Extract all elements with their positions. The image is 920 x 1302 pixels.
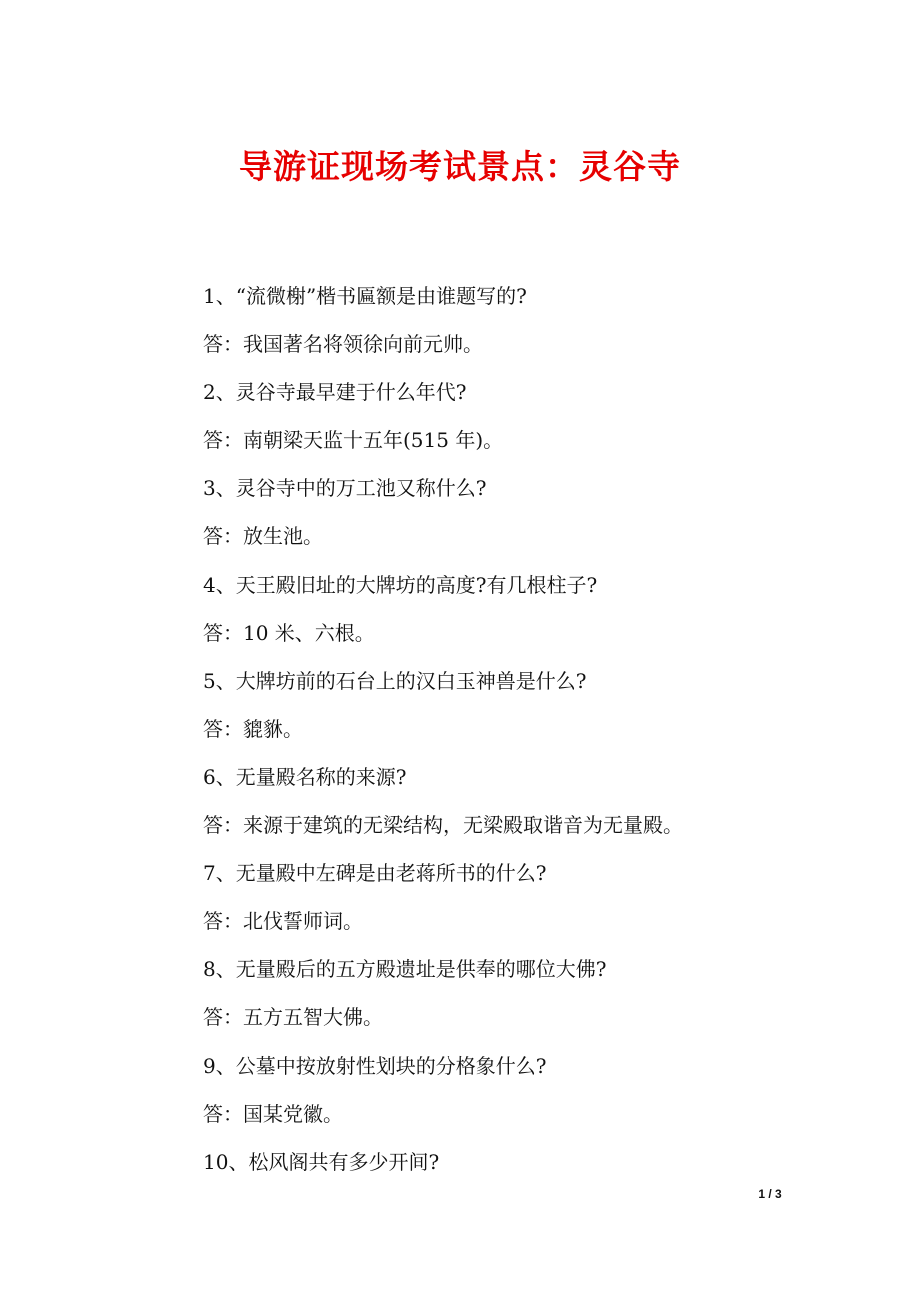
answer-line: 答：五方五智大佛。 [203, 1005, 383, 1030]
question-line: 9、公墓中按放射性划块的分格象什么? [203, 1053, 547, 1078]
answer-line: 答：貔貅。 [203, 716, 303, 741]
question-line: 3、灵谷寺中的万工池又称什么? [203, 476, 487, 501]
question-line: 5、大牌坊前的石台上的汉白玉神兽是什么? [203, 668, 587, 693]
question-line: 4、天王殿旧址的大牌坊的高度?有几根柱子? [203, 572, 598, 597]
question-line: 10、松风阁共有多少开间? [203, 1149, 440, 1174]
answer-line: 答：北伐誓师词。 [203, 909, 363, 934]
question-line: 2、灵谷寺最早建于什么年代? [203, 380, 467, 405]
answer-line: 答：来源于建筑的无梁结构，无梁殿取谐音为无量殿。 [203, 813, 683, 838]
answer-line: 答：国某党徽。 [203, 1101, 343, 1126]
question-line: 6、无量殿名称的来源? [203, 764, 407, 789]
answer-line: 答：我国著名将领徐向前元帅。 [203, 332, 483, 357]
document-title: 导游证现场考试景点：灵谷寺 [239, 147, 681, 186]
question-line: 1、“流微榭”楷书匾额是由谁题写的? [203, 284, 527, 308]
question-line: 8、无量殿后的五方殿遗址是供奉的哪位大佛? [203, 957, 607, 982]
answer-line: 答：南朝梁天监十五年(515 年)。 [203, 428, 504, 453]
qa-list [203, 280, 843, 1194]
answer-line: 答：10 米、六根。 [203, 620, 375, 645]
page-number: 1 / 3 [758, 1187, 782, 1201]
question-line: 7、无量殿中左碑是由老蒋所书的什么? [203, 861, 547, 886]
answer-line: 答：放生池。 [203, 524, 323, 549]
